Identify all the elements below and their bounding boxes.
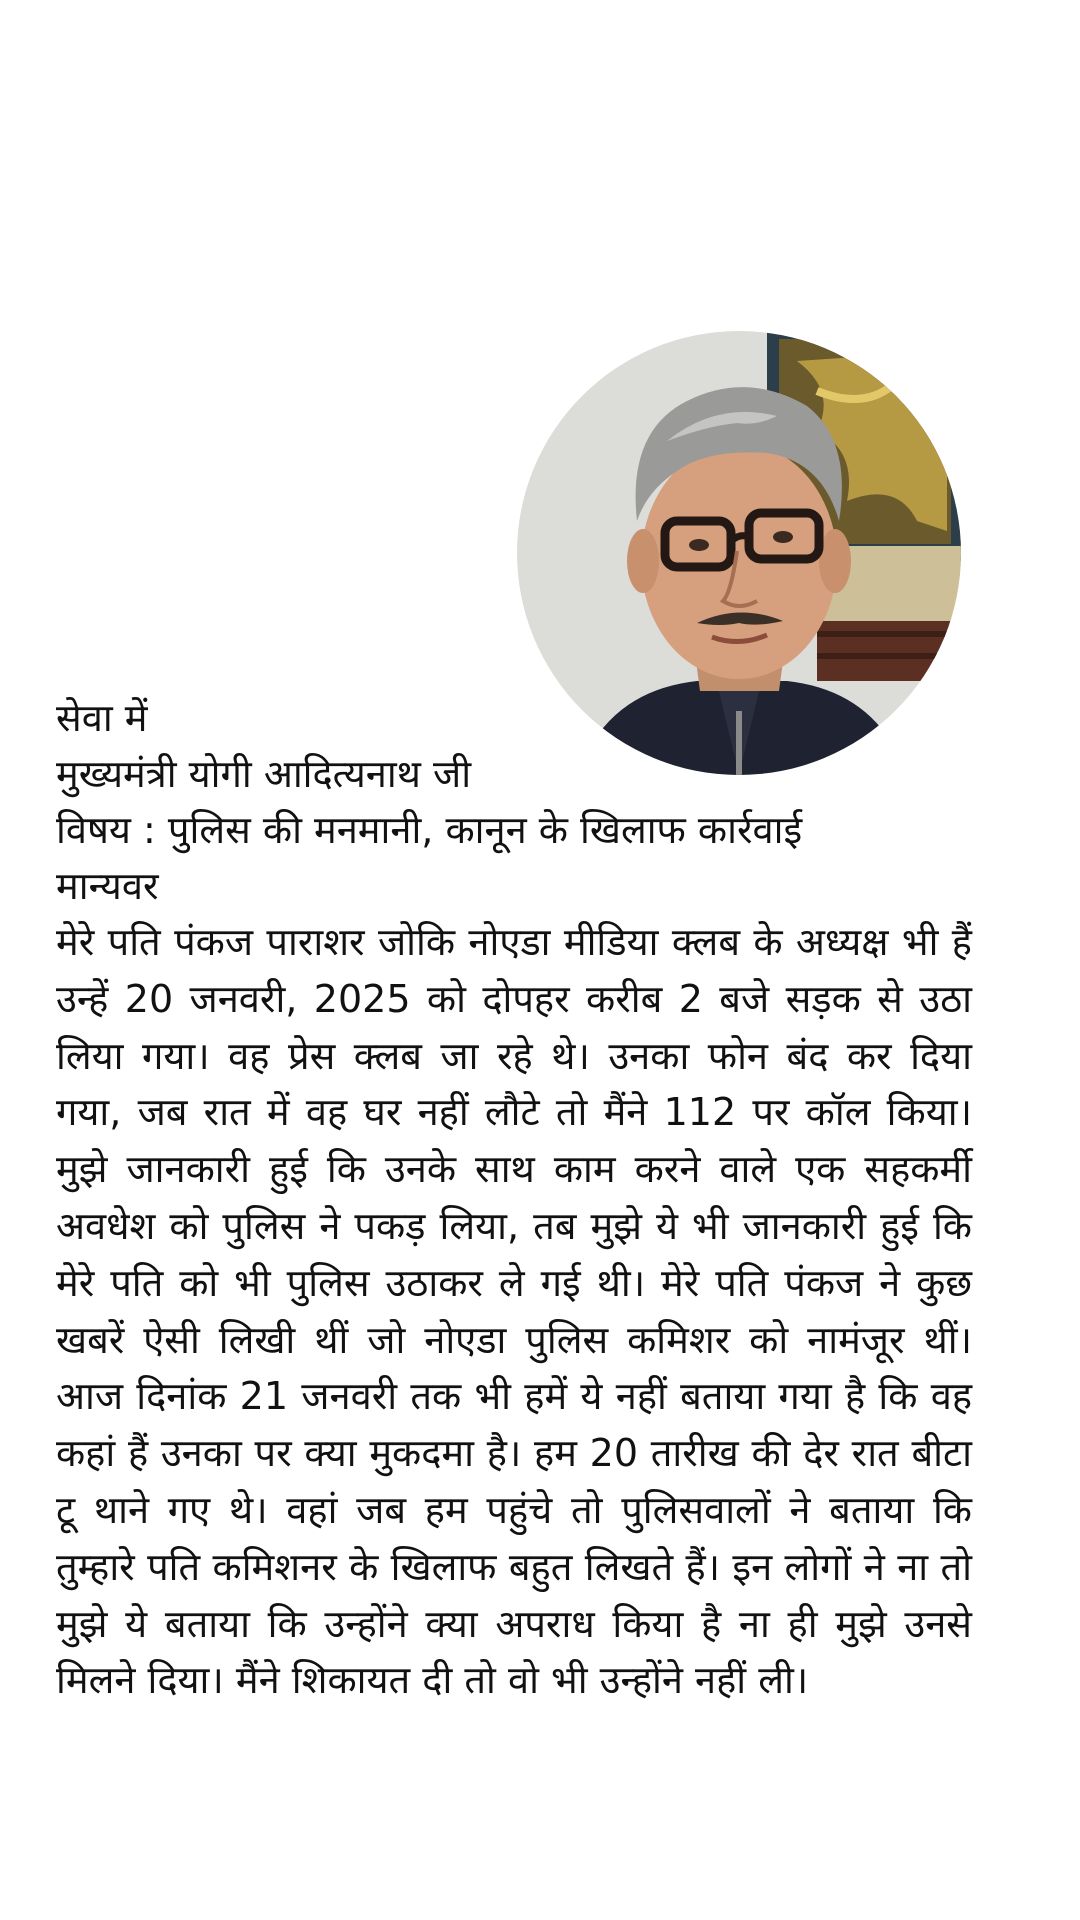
letter [56,690,972,1709]
letter-body: मेरे पति पंकज पाराशर जोकि नोएडा मीडिया क्लब के अध्यक्ष भी हैं उन्हें 20 जनवरी, 2025 को दोपहर करीब 2 बजे सड़क से उठा लिया गया। वह प्रेस क्लब जा रहे थे। उनका फोन बंद कर दिया गया, जब रात में वह घर नहीं लौटे तो मैंने 112 पर कॉल किया। मुझे जानकारी हुई कि उनके साथ काम करने वाले एक सहकर्मी अवधेश को पुलिस ने पकड़ लिया, तब मुझे ये भी जानकारी हुई कि मेरे पति को भी पुलिस उठाकर ले गई थी। मेरे पति पंकज ने कुछ खबरें ऐसी लिखी थीं जो नोएडा पुलिस कमिशर को नामंजूर थीं। आज दिनांक 21 जनवरी तक भी हमें ये नहीं बताया गया है कि वह कहां हैं उनका पर क्या मुकदमा है। हम 20 तारीख की देर रात बीटा टू थाने गए थे। वहां जब हम पहुंचे तो पुलिसवालों ने बताया कि तुम्हारे पति कमिशनर के खिलाफ बहुत लिखते हैं। इन लोगों ने ना तो मुझे ये बताया कि उन्होंने क्या अपराध किया है ना ही मुझे उनसे मिलने दिया। मैंने शिकायत दी तो वो भी उन्होंने नहीं ली। [56,920,972,1703]
greeting: मान्यवर [56,864,159,908]
subject-line: विषय : पुलिस की मनमानी, कानून के खिलाफ कार्रवाई [56,808,803,852]
addressee: मुख्यमंत्री योगी आदित्यनाथ जी [56,752,472,796]
salutation: सेवा में [56,696,148,740]
